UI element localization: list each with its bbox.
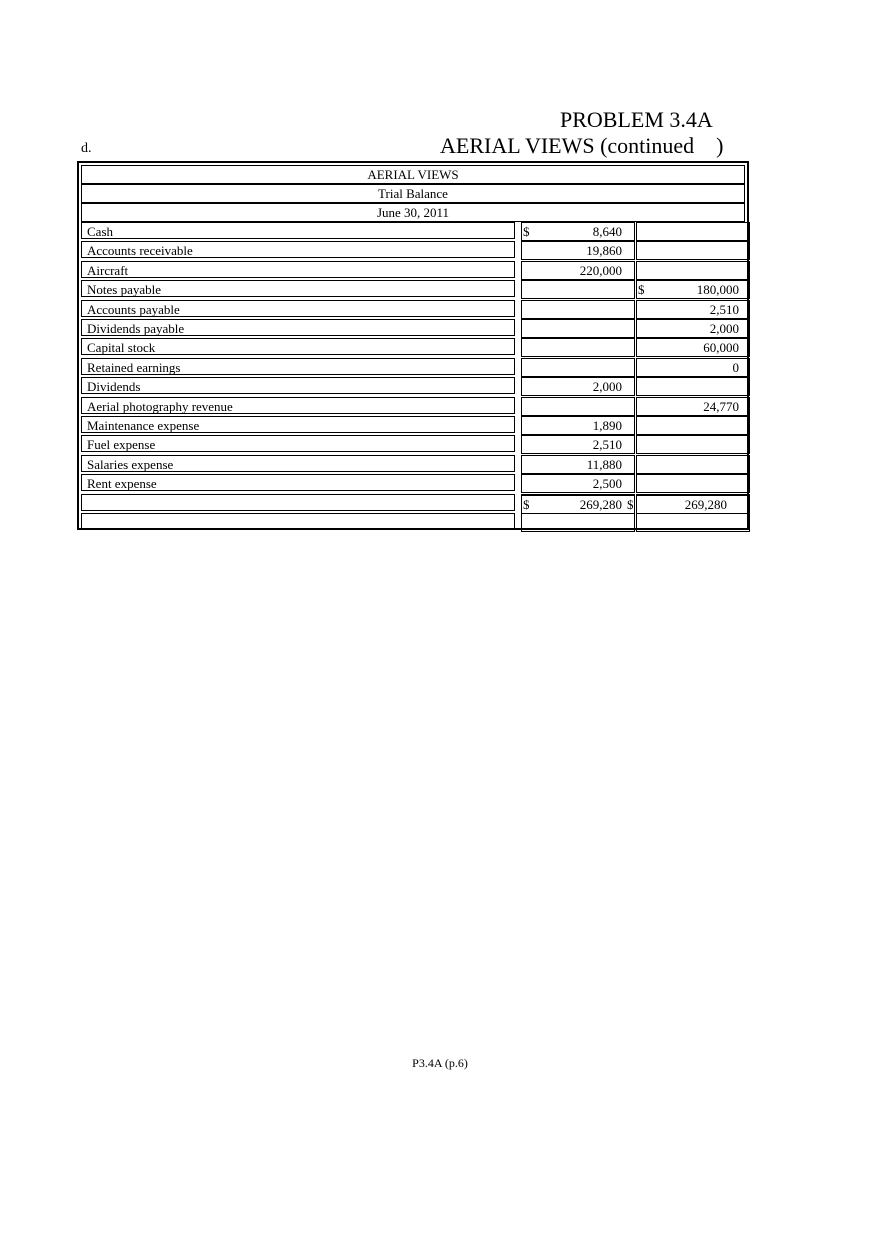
credit-cell — [636, 261, 750, 280]
credit-cell — [636, 319, 750, 338]
debit-currency: $ — [523, 224, 530, 239]
table-row — [81, 435, 745, 454]
debit-amount: 11,880 — [586, 456, 622, 472]
subtitle-close: ) — [716, 133, 724, 158]
credit-cell — [636, 280, 750, 299]
debit-amount: 2,000 — [592, 379, 622, 395]
credit-amount: 24,770 — [703, 398, 739, 414]
credit-cell — [636, 241, 750, 260]
table-row — [81, 300, 745, 319]
credit-amount: 2,510 — [709, 301, 739, 317]
credit-cell — [636, 455, 750, 474]
total-credit-cell — [627, 494, 750, 514]
table-row — [81, 377, 745, 396]
credit-cell — [636, 338, 750, 357]
totals-row — [81, 494, 745, 513]
table-row — [81, 455, 745, 474]
problem-title: PROBLEM 3.4A — [560, 107, 713, 132]
credit-cell — [636, 435, 750, 454]
debit-amount: 1,890 — [592, 418, 622, 433]
table-row — [81, 222, 745, 241]
credit-amount: 60,000 — [703, 340, 739, 356]
total-debit: 269,280 — [579, 496, 622, 512]
debit-amount: 220,000 — [579, 262, 622, 278]
debit-amount: 2,510 — [592, 437, 622, 453]
account-name: Dividends — [81, 377, 515, 394]
debit-cell — [521, 435, 635, 454]
account-name: Capital stock — [81, 338, 515, 355]
debit-cell — [521, 300, 635, 319]
debit-cell — [521, 222, 635, 241]
credit-cell — [636, 397, 750, 416]
statement-date: June 30, 2011 — [81, 203, 745, 222]
debit-cell — [521, 338, 635, 357]
account-name: Notes payable — [81, 280, 515, 297]
credit-cell — [636, 222, 750, 241]
account-name: Accounts payable — [81, 300, 515, 317]
total-credit: 269,280 — [684, 496, 727, 512]
table-row — [81, 474, 745, 493]
account-name: Salaries expense — [81, 455, 515, 472]
page-subtitle — [440, 133, 760, 159]
part-label: d. — [81, 141, 92, 156]
debit-cell — [521, 319, 635, 338]
debit-cell — [521, 261, 635, 280]
account-name: Aircraft — [81, 261, 515, 278]
totals-label-cell — [81, 494, 515, 511]
account-name: Cash — [81, 222, 515, 239]
account-name: Retained earnings — [81, 358, 515, 375]
table-row — [81, 241, 745, 260]
credit-amount: 2,000 — [709, 321, 739, 336]
table-row — [81, 280, 745, 299]
account-name: Aerial photography revenue — [81, 397, 515, 414]
table-row — [81, 358, 745, 377]
total-debit-cell — [521, 494, 635, 514]
page-footer: P3.4A (p.6) — [412, 1056, 468, 1070]
debit-cell — [521, 241, 635, 260]
subtitle-text: AERIAL VIEWS (continued — [440, 133, 695, 158]
credit-cell — [636, 300, 750, 319]
credit-cell — [636, 474, 750, 493]
debit-cell — [521, 455, 635, 474]
debit-cell — [521, 280, 635, 299]
credit-currency: $ — [638, 282, 645, 298]
table-row — [81, 416, 745, 435]
blank-credit-cell — [636, 513, 750, 532]
company-name: AERIAL VIEWS — [81, 165, 745, 184]
debit-cell — [521, 358, 635, 377]
credit-cell — [636, 416, 750, 435]
total-credit-currency: $ — [627, 496, 634, 512]
account-name: Fuel expense — [81, 435, 515, 452]
debit-cell — [521, 377, 635, 396]
table-row — [81, 397, 745, 416]
credit-cell — [636, 358, 750, 377]
table-row — [81, 319, 745, 338]
account-name: Rent expense — [81, 474, 515, 491]
table-row — [81, 261, 745, 280]
credit-amount: 0 — [732, 359, 739, 375]
statement-name: Trial Balance — [81, 184, 745, 203]
account-name: Dividends payable — [81, 319, 515, 336]
debit-cell — [521, 474, 635, 493]
debit-amount: 8,640 — [592, 224, 622, 239]
blank-row — [81, 513, 745, 532]
blank-name-cell — [81, 513, 515, 530]
debit-cell — [521, 416, 635, 435]
credit-cell — [636, 377, 750, 396]
debit-amount: 19,860 — [586, 243, 622, 259]
total-debit-currency: $ — [523, 496, 530, 512]
debit-cell — [521, 397, 635, 416]
credit-amount: 180,000 — [696, 282, 739, 298]
account-name: Maintenance expense — [81, 416, 515, 433]
table-row — [81, 338, 745, 357]
trial-balance-table — [77, 161, 749, 530]
blank-debit-cell — [521, 513, 635, 532]
debit-amount: 2,500 — [592, 476, 622, 492]
account-name: Accounts receivable — [81, 241, 515, 258]
